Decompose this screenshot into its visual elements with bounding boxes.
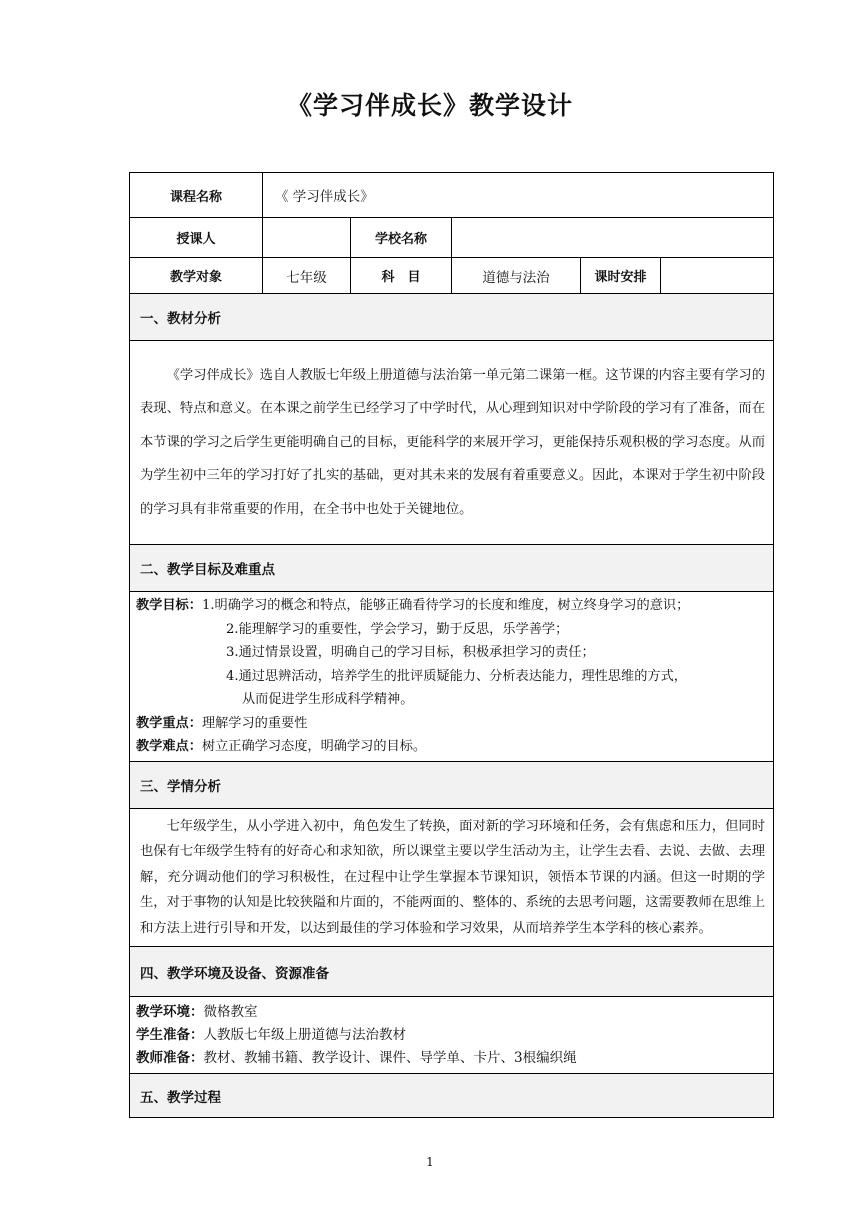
goals-label: 教学目标： xyxy=(136,598,202,613)
school-label: 学校名称 xyxy=(351,218,452,258)
learner-analysis-text: 七年级学生，从小学进入初中，角色发生了转换，面对新的学习环境和任务，会有焦虑和压力，但同时也保有七年级学生特有的好奇心和求知欲，所以课堂主要以学生活动为主，让学生去看、去说、去做、去理解，充分调动他们的学习积极性，在过程中让学生掌握本节课知识，领悟本节课的内涵。但这一时期的学生，对于事物的认知是比较狭隘和片面的，不能两面的、整体的、系统的去思考问题，这需要教师在思维上和方法上进行引导和开发，以达到最佳的学习体验和学习效果，从而培养学生本学科的核心素养。 xyxy=(140,818,765,936)
key-point-line xyxy=(136,712,767,736)
goal-3-text: 3.通过情景设置，明确自己的学习目标，积极承担学习的责任； xyxy=(226,645,595,660)
schedule-label: 课时安排 xyxy=(581,258,661,294)
key-point-text: 理解学习的重要性 xyxy=(201,715,308,731)
teacher-row xyxy=(130,218,774,258)
section-1-body xyxy=(130,341,774,545)
course-name-value: 《 学习伴成长》 xyxy=(263,173,774,218)
subject-value: 道德与法治 xyxy=(452,258,581,294)
page-number: 1 xyxy=(426,1155,434,1169)
environment-line xyxy=(136,1001,767,1024)
section-4-body-row xyxy=(130,997,774,1074)
section-3-body xyxy=(130,808,774,947)
student-prep-label: 学生准备： xyxy=(136,1026,204,1043)
section-2-body-row xyxy=(130,592,774,762)
target-label: 教学对象 xyxy=(130,258,263,294)
environment-text: 微格教室 xyxy=(203,1003,258,1020)
difficulty-line xyxy=(136,735,767,759)
document-title: 《学习伴成长》教学设计 xyxy=(286,91,573,120)
difficulty-text: 树立正确学习态度，明确学习的目标。 xyxy=(201,739,427,754)
target-row xyxy=(130,258,774,294)
section-1-header-row xyxy=(130,294,774,341)
course-name-label: 课程名称 xyxy=(130,173,263,218)
section-1-body-row xyxy=(130,341,774,545)
goal-4-text: 4.通过思辨活动，培养学生的批评质疑能力、分析表达能力，理性思维的方式， xyxy=(226,668,687,684)
section-5-title: 五、教学过程 xyxy=(130,1074,774,1118)
difficulty-label: 教学难点： xyxy=(136,739,202,754)
teacher-prep-text: 教材、教辅书籍、教学设计、课件、导学单、卡片、3根编织绳 xyxy=(203,1049,577,1066)
environment-label: 教学环境： xyxy=(136,1003,204,1020)
teacher-prep-line xyxy=(136,1047,767,1070)
section-3-title: 三、学情分析 xyxy=(130,761,774,808)
subject-label: 科 目 xyxy=(351,258,452,294)
schedule-value xyxy=(661,258,774,294)
section-4-body xyxy=(130,997,774,1074)
section-3-body-row xyxy=(130,808,774,947)
section-5-header-row xyxy=(130,1074,774,1118)
school-value xyxy=(452,218,774,258)
goal-line-1 xyxy=(136,594,767,618)
material-analysis-text: 《学习伴成长》选自人教版七年级上册道德与法治第一单元第二课第一框。这节课的内容主要有学习的表现、特点和意义。在本课之前学生已经学习了中学时代，从心理到知识对中学阶段的学习有了准备，而在本节课的学习之后学生更能明确自己的目标，更能科学的来展开学习，更能保持乐观积极的学习态度。从而为学生初中三年的学习打好了扎实的基础，更对其未来的发展有着重要意义。因此，本课对于学生初中阶段的学习具有非常重要的作用，在全书中也处于关键地位。 xyxy=(140,367,765,517)
section-2-title: 二、教学目标及难重点 xyxy=(130,545,774,592)
goal-2-text: 2.能理解学习的重要性，学会学习，勤于反思，乐学善学； xyxy=(226,621,569,637)
goal-4-continuation: 从而促进学生形成科学精神。 xyxy=(242,692,414,707)
section-2-header-row xyxy=(130,545,774,592)
section-2-body xyxy=(130,592,774,762)
teacher-label: 授课人 xyxy=(130,218,263,258)
section-4-header-row xyxy=(130,947,774,997)
teacher-value xyxy=(263,218,351,258)
teacher-prep-label: 教师准备： xyxy=(136,1049,204,1066)
section-4-title: 四、教学环境及设备、资源准备 xyxy=(130,947,774,997)
student-prep-line xyxy=(136,1024,767,1047)
section-1-title: 一、教材分析 xyxy=(130,294,774,341)
key-point-label: 教学重点： xyxy=(136,715,202,731)
section-3-header-row xyxy=(130,761,774,808)
student-prep-text: 人教版七年级上册道德与法治教材 xyxy=(203,1026,406,1043)
goal-1-text: 1.明确学习的概念和特点，能够正确看待学习的长度和维度，树立终身学习的意识； xyxy=(201,598,690,613)
lesson-plan-table xyxy=(129,172,774,1118)
course-name-row xyxy=(130,173,774,218)
target-value: 七年级 xyxy=(263,258,351,294)
